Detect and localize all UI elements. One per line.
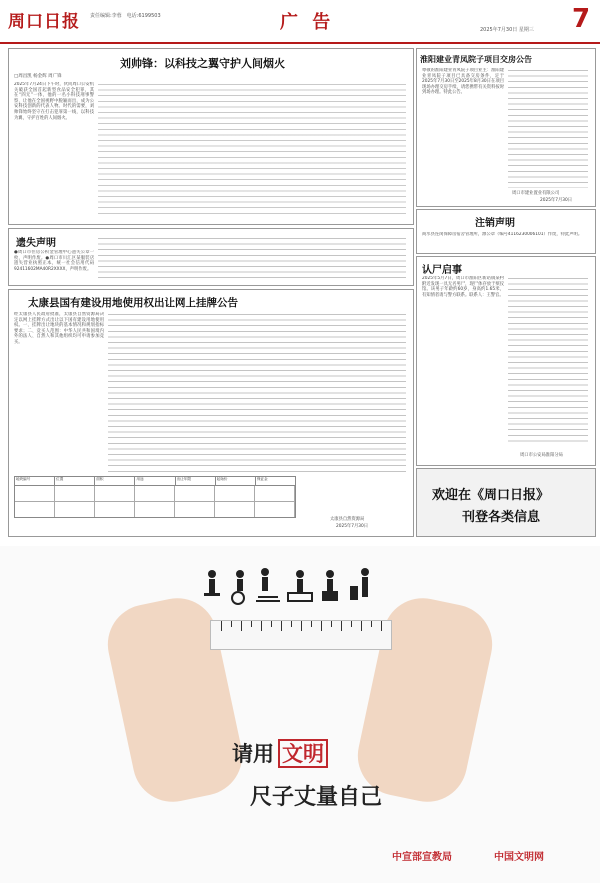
- land-notice-signer: 太康县自然资源局: [330, 517, 365, 522]
- table-header: 地块编号: [15, 477, 55, 485]
- table-header: 面积: [95, 477, 135, 485]
- article-science-title: 刘帅锋：以科技之翼守护人间烟火: [120, 57, 285, 70]
- page-number: 7: [572, 4, 591, 34]
- article-science-byline: □周昌凯 杨金辉 周广锋: [14, 74, 62, 79]
- table-header: 出让年限: [176, 477, 216, 485]
- delivery-notice-title: 淮阳建业青凤院子项目交房公告: [420, 54, 532, 64]
- corpse-notice-body: 2025年5月7日，周口市淮阳区新站镇某村附近发现一具无名男尸，现尸体存放于殡仪馆。该男子年龄约60岁，身高约1.65米，有知情者请与警方联系。联系人：王警官。: [422, 276, 504, 298]
- table-header: 保证金: [256, 477, 268, 481]
- delivery-notice-signer: 周口市建业置业有限公司: [512, 191, 560, 196]
- table-row: [15, 486, 295, 502]
- issue-date: 2025年7月30日 星期三: [480, 27, 534, 33]
- land-table: [14, 476, 296, 518]
- newspaper-logo: 周口日报: [8, 12, 80, 32]
- land-notice-title: 太康县国有建设用地使用权出让网上挂牌公告: [28, 297, 238, 309]
- table-header: 起始价: [216, 477, 256, 485]
- table-row: [15, 502, 295, 517]
- cancel-notice-title: 注销声明: [475, 218, 515, 229]
- delivery-notice-date: 2025年7月30日: [540, 198, 573, 203]
- welcome-line-1: 欢迎在《周口日报》: [432, 488, 550, 503]
- ad-slogan-line-2: 尺子丈量自己: [250, 784, 383, 810]
- editor-info: 责任编辑:李蓉 电话:6199503: [90, 13, 161, 19]
- lost-notice-body: ●周口市住房公积金管理中心遗失公章一枚，声明作废。●周口市川汇区某服装店遗失营业执照正本，统一社会信用代码92411602MA40R2XXXX，声明作废。: [14, 250, 94, 272]
- cancel-notice-body: 商水县连岗保障房宿舍管理所，源公章（编号4116230006101）作废，特此声明。: [422, 232, 583, 237]
- pictogram-icons: [200, 566, 390, 606]
- article-science-body: 2025年7月24日下午时，伙同周口公安机关破获全国首起新型食品安全犯罪，其在“四无”一体，他的一名小科技刑事警察，让他在全国视野中脱颖而出，成为公安科技创新的代表人物。时代的需要，刘帅锋始终坚守在打击犯罪第一线，以科技为翼，守护百姓的人间烟火。: [14, 82, 94, 121]
- lost-notice-columns: [98, 236, 406, 280]
- table-header: 用途: [135, 477, 175, 485]
- delivery-notice-body: 尊敬的淮阳建业青凤院子项目业主：淮阳建业青凤院子项目已具备交房条件，定于2025年7月30日至2025年8月30日在项目现场办理交房手续，请您携带有关资料按时到场办理。特此公告。: [422, 68, 504, 96]
- lost-notice-title: 遗失声明: [16, 238, 56, 249]
- corpse-notice-title: 认尸启事: [422, 265, 462, 276]
- corpse-notice-contact: 周口市公安局淮阳分局: [520, 453, 563, 458]
- slogan-highlight: 文明: [278, 739, 328, 768]
- pictogram-row: [200, 566, 390, 606]
- article-science-columns: [98, 82, 406, 218]
- ad-credit-1: 中宣部宣教局: [392, 852, 452, 863]
- section-title: 广 告: [280, 12, 335, 33]
- land-notice-date: 2025年7月30日: [336, 524, 369, 529]
- land-notice-body: 经太康县人民政府批准，太康县自然资源局决定以网上挂牌方式出让以下国有建设用地使用权。一、挂牌出让地块的基本情况和规划指标要求；二、竞买人范围：中华人民共和国境内外的法人、自然人和其他组织均可申请参加竞买。: [14, 312, 104, 345]
- ad-slogan-line-1: [232, 738, 328, 768]
- slogan-prefix: 请用: [232, 741, 274, 766]
- ad-credit-2: 中国文明网: [494, 852, 544, 863]
- delivery-notice-filler: [508, 68, 588, 188]
- corpse-notice-filler: [508, 276, 588, 446]
- table-header: 位置: [55, 477, 95, 485]
- land-notice-columns: [108, 312, 406, 472]
- tape-measure: [210, 620, 392, 650]
- welcome-line-2: 刊登各类信息: [462, 510, 541, 525]
